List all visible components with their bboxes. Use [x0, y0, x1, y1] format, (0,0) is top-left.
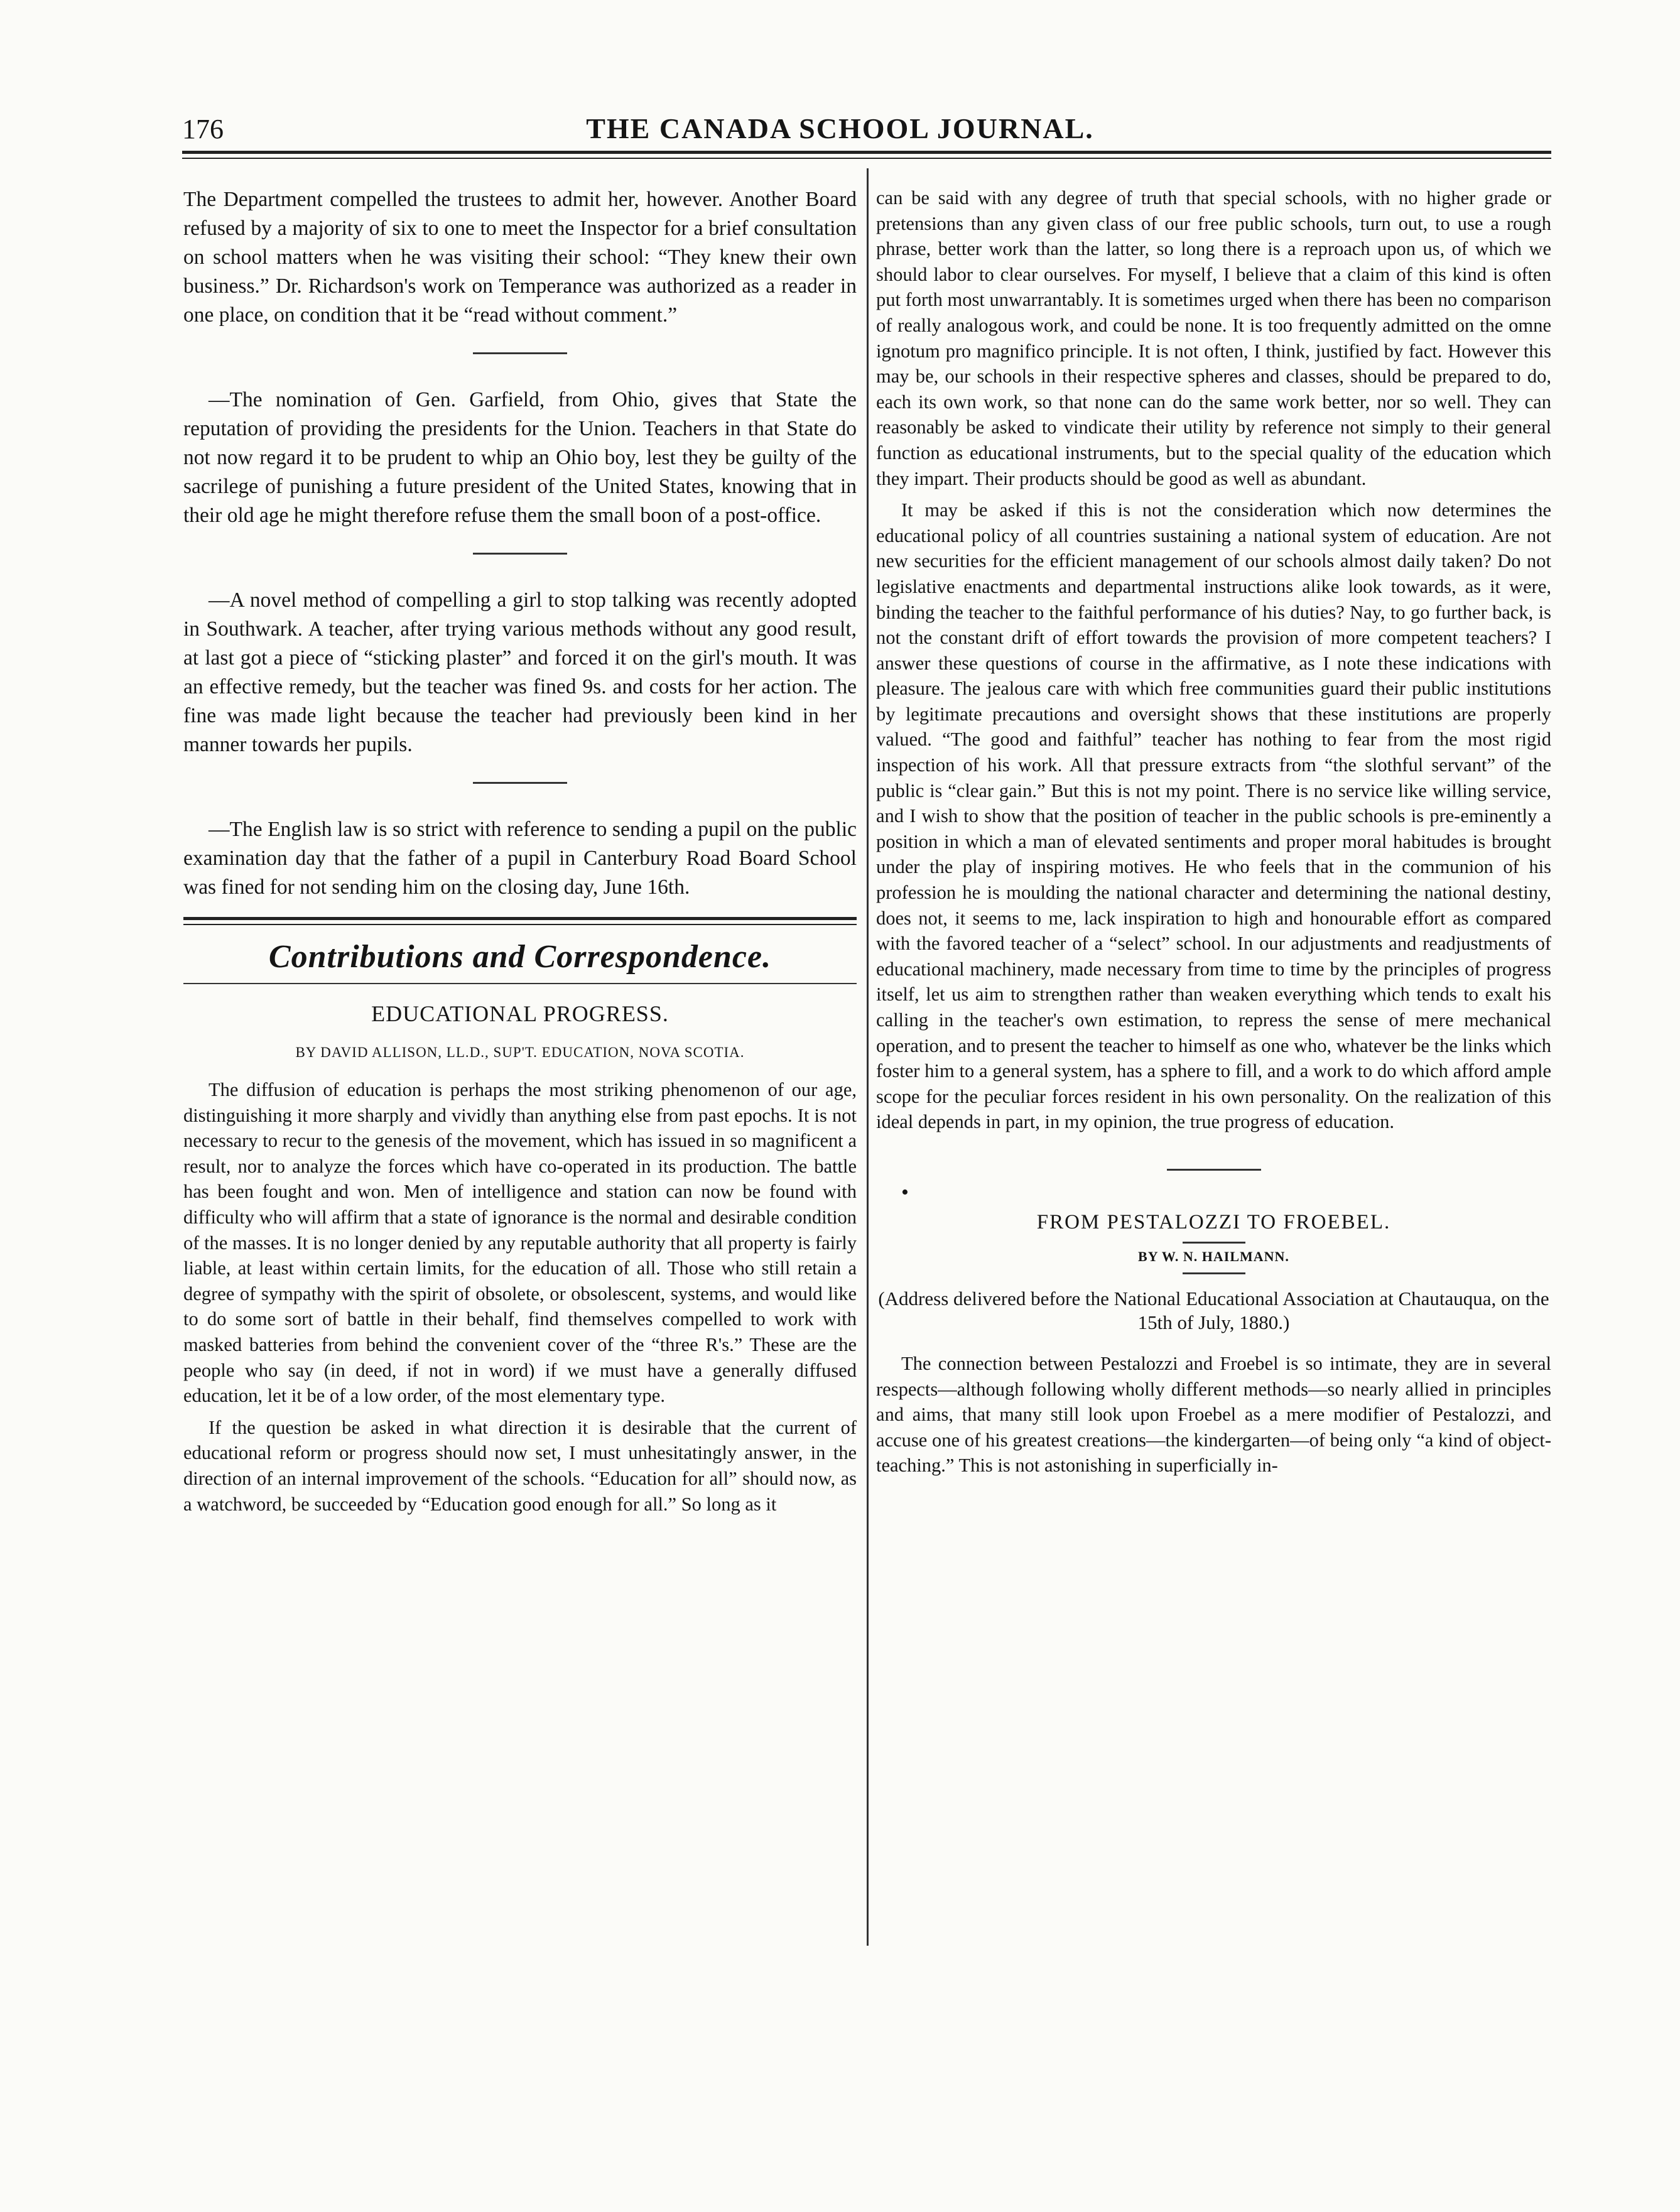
article2-byline: BY W. N. HAILMANN.: [1138, 1248, 1289, 1264]
separator-rule: [1167, 1169, 1261, 1171]
left-paragraph: The Department compelled the trustees to admit her, however. Another Board refused by a majority of six to one to meet the Inspector for a brief consultation on school matters when he was visiting their school: “They knew their own business.” Dr. Richardson's work on Temperance was authorized as a reader in one place, on condition that it be “read without comment.”: [183, 188, 857, 327]
section-title-rule: [183, 983, 857, 984]
column-divider: [867, 168, 869, 1946]
news-item-english-law: —The English law is so strict with reference to sending a pupil on the public examination day that the father of a pupil in Canterbury Road Board School was fined for not sending him on the closing day, June 16th.: [183, 818, 857, 899]
header-rule-thick: [182, 151, 1551, 154]
left-column: [183, 185, 857, 1517]
article-byline: BY DAVID ALLISON, LL.D., SUP'T. EDUCATION, NOVA SCOTIA.: [295, 1044, 745, 1060]
article-paragraph: It may be asked if this is not the consideration which now determines the educational policy of all countries sustaining a national system of education. Are not new securities for the efficient management of our schools almost daily taken? Do not legislative enactments and departmental instructions alike look towards, as it were, binding the teacher to the faithful performance of his duties? Nay, to go further back, is not the constant drift of effort towards the provision of more competent teachers? I answer these questions of course in the affirmative, as I note these indications with pleasure. The jealous care with which free communities guard their public institutions by legitimate precautions and oversight shows that these institutions are properly valued. “The good and faithful” teacher has nothing to fear from the most rigid inspection of his work. All that pressure extracts from “the slothful servant” of the public is “clear gain.” But this is not my point. There is no service like willing service, and I wish to show that the position of teacher in the public schools is pre-eminently a position in which a man of elevated sentiments and proper moral habitudes is brought under the play of inspiring motives. He who feels that in the communion of his profession he is moulding the national character and determining the national destiny, does not, it seems to me, lack inspiration to high and honourable effort as compared with the favored teacher of a “select” school. In our adjustments and readjustments of educational machinery, made necessary from time to time by the principles of progress itself, let us aim to strengthen rather than weaken everything which tends to exalt his calling in the teacher's own estimation, to repress the sense of mere mechanical operation, and to present the teacher to himself as one who, whatever be the links which foster him to a general system, has a sphere to fill, and a work to do which afford ample scope for the peculiar forces resident in his own personality. On the realization of this ideal depends in part, in my opinion, the true progress of education.: [876, 499, 1551, 1133]
page-number: 176: [182, 114, 224, 144]
news-item-garfield: —The nomination of Gen. Garfield, from Ohio, gives that State the reputation of providing the presidents for the Union. Teachers in that State do not now regard it to be prudent to whip an Ohio boy, lest they be guilty of the sacrilege of punishing a future president of the United States, knowing that in their old age he might therefore refuse them the small boon of a post-office.: [183, 388, 857, 527]
separator-rule: [1183, 1272, 1245, 1274]
section-title: Contributions and Correspondence.: [268, 939, 772, 975]
article2-paragraph: The connection between Pestalozzi and Froebel is so intimate, they are in several respects—although following wholly different methods—so nearly allied in principles and aims, that many still look upon Froebel as a mere modifier of Pestalozzi, and accuse one of his greatest creations—the kindergarten—of being only “a kind of object-teaching.” This is not astonishing in superficially in-: [876, 1352, 1551, 1477]
right-column: [876, 185, 1551, 1478]
separator-rule: [1183, 1242, 1245, 1244]
news-item-southwark: —A novel method of compelling a girl to stop talking was recently adopted in Southwark. A teacher, after trying various methods without any good result, at last got a piece of “sticking plaster” and forced it on the girl's mouth. It was an effective remedy, but the teacher was fined 9s. and costs for her action. The fine was made light because the teacher had previously been kind in her manner towards her pupils.: [183, 588, 857, 756]
ornament-dot: •: [901, 1180, 909, 1204]
section-rule-thin: [183, 924, 857, 925]
article-paragraph: can be said with any degree of truth that special schools, with no higher grade or pretensions than any given class of our free public schools, turn out, to use a rough phrase, better work than the latter, so long there is a reproach upon us, of which we should labor to clear ourselves. For myself, I believe that a claim of this kind is often put forth most unwarrantably. It is sometimes urged when there has been no comparison of really analogous work, and could be none. It is too frequently admitted on the omne ignotum pro magnifico principle. It is not often, I think, justified by fact. However this may be, our schools in their respective spheres and classes, should be prepared to do, each its own work, so that none can do the same work better, nor so well. They can reasonably be asked to vindicate their utility by reference not simply to their general function as educational instruments, but to the special quality of the education which they impart. Their products should be good as well as abundant.: [876, 187, 1551, 489]
separator-rule: [473, 352, 567, 354]
header-rule-thin: [182, 158, 1551, 159]
separator-rule: [473, 782, 567, 784]
article-title: EDUCATIONAL PROGRESS.: [371, 1001, 669, 1026]
article-paragraph: The diffusion of education is perhaps the most striking phenomenon of our age, distinguishing it more sharply and vividly than anything else from past epochs. It is not necessary to recur to the genesis of the movement, which has issued in so magnificent a result, nor to analyze the forces which have co-operated in its production. The battle has been fought and won. Men of intelligence and station can now be found with difficulty who will affirm that a state of ignorance is the normal and desirable condition of the masses. It is no longer denied by any reputable authority that all property is fairly liable, at least within certain limits, for the education of all. Those who still retain a degree of sympathy with the spirit of obsolete, or obsolescent, systems, and would like to do some sort of battle in their behalf, find themselves compelled to work with masked batteries from behind the convenient cover of the “three R's.” These are the people who say (in deed, if not in word) if we must have a generally diffused education, let it be of a low order, of the most elementary type.: [183, 1079, 857, 1407]
article2-title: FROM PESTALOZZI TO FROEBEL.: [1036, 1210, 1391, 1233]
article2-note: (Address delivered before the National Educational Association at Chautauqua, on the 15th of July, 1880.): [878, 1287, 1549, 1333]
journal-title: THE CANADA SCHOOL JOURNAL.: [586, 112, 1094, 144]
separator-rule: [473, 553, 567, 555]
article-paragraph: If the question be asked in what direction it is desirable that the current of educational reform or progress should now set, I must unhesitatingly answer, in the direction of an internal improvement of the schools. “Education for all” should now, as a watchword, be succeeded by “Education good enough for all.” So long as it: [183, 1416, 857, 1515]
section-rule-thick: [183, 917, 857, 920]
